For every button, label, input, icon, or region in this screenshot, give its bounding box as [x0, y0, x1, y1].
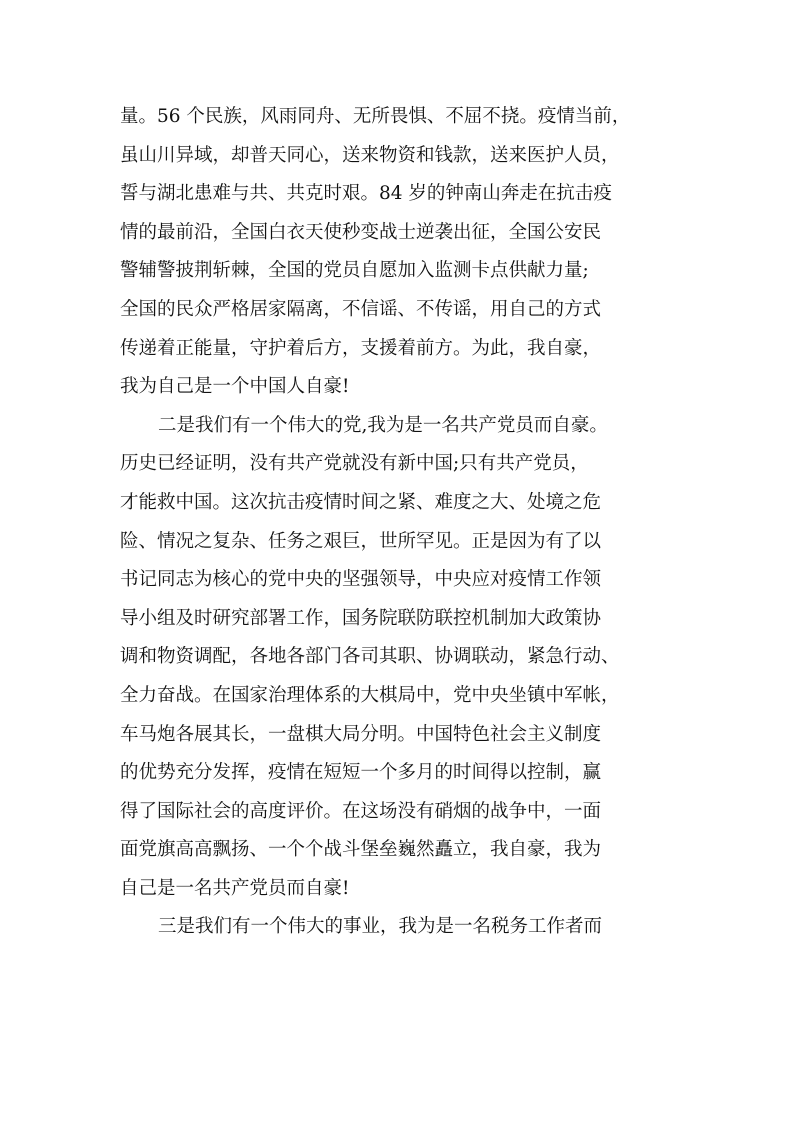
text-line: 誓与湖北患难与共、共克时艰。84 岁的钟南山奔走在抗击疫: [120, 183, 612, 205]
text-line: 全国的民众严格居家隔离，不信谣、不传谣，用自己的方式: [120, 298, 602, 320]
text-line: 量。56 个民族，风雨同舟、无所畏惧、不屈不挠。疫情当前，: [120, 106, 631, 127]
paragraph-start-line: 二是我们有一个伟大的党,我为是一名共产党员而自豪。: [158, 414, 608, 436]
text-line: 书记同志为核心的党中央的坚强领导，中央应对疫情工作领: [120, 569, 602, 591]
text-line: 历史已经证明，没有共产党就没有新中国;只有共产党员，: [120, 453, 589, 475]
text-line: 的优势充分发挥，疫情在短短一个多月的时间得以控制，赢: [120, 762, 602, 784]
text-line: 调和物资调配，各地各部门各司其职、协调联动，紧急行动、: [120, 646, 620, 668]
text-line: 面党旗高高飘扬、一个个战斗堡垒巍然矗立，我自豪，我为: [120, 839, 602, 861]
text-line: 我为自己是一个中国人自豪!: [120, 376, 350, 398]
text-line: 自己是一名共产党员而自豪!: [120, 877, 350, 899]
text-line: 情的最前沿，全国白衣天使秒变战士逆袭出征，全国公安民: [120, 221, 602, 243]
text-line: 警辅警披荆斩棘，全国的党员自愿加入监测卡点供献力量;: [120, 260, 589, 282]
body-text: [120, 98, 680, 947]
text-line: 车马炮各展其长，一盘棋大局分明。中国特色社会主义制度: [120, 723, 602, 745]
text-line: 传递着正能量，守护着后方，支援着前方。为此，我自豪，: [120, 337, 602, 359]
text-line: 全力奋战。在国家治理体系的大棋局中，党中央坐镇中军帐，: [120, 684, 620, 706]
text-line: 险、情况之复杂、任务之艰巨，世所罕见。正是因为有了以: [120, 530, 602, 552]
text-line: 导小组及时研究部署工作，国务院联防联控机制加大政策协: [120, 607, 602, 629]
text-line: 得了国际社会的高度评价。在这场没有硝烟的战争中，一面: [120, 800, 602, 822]
paragraph-start-line: 三是我们有一个伟大的事业，我为是一名税务工作者而: [158, 916, 603, 938]
text-line: 虽山川异域，却普天同心，送来物资和钱款，送来医护人员，: [120, 144, 620, 166]
text-line: 才能救中国。这次抗击疫情时间之紧、难度之大、处境之危: [120, 491, 602, 513]
